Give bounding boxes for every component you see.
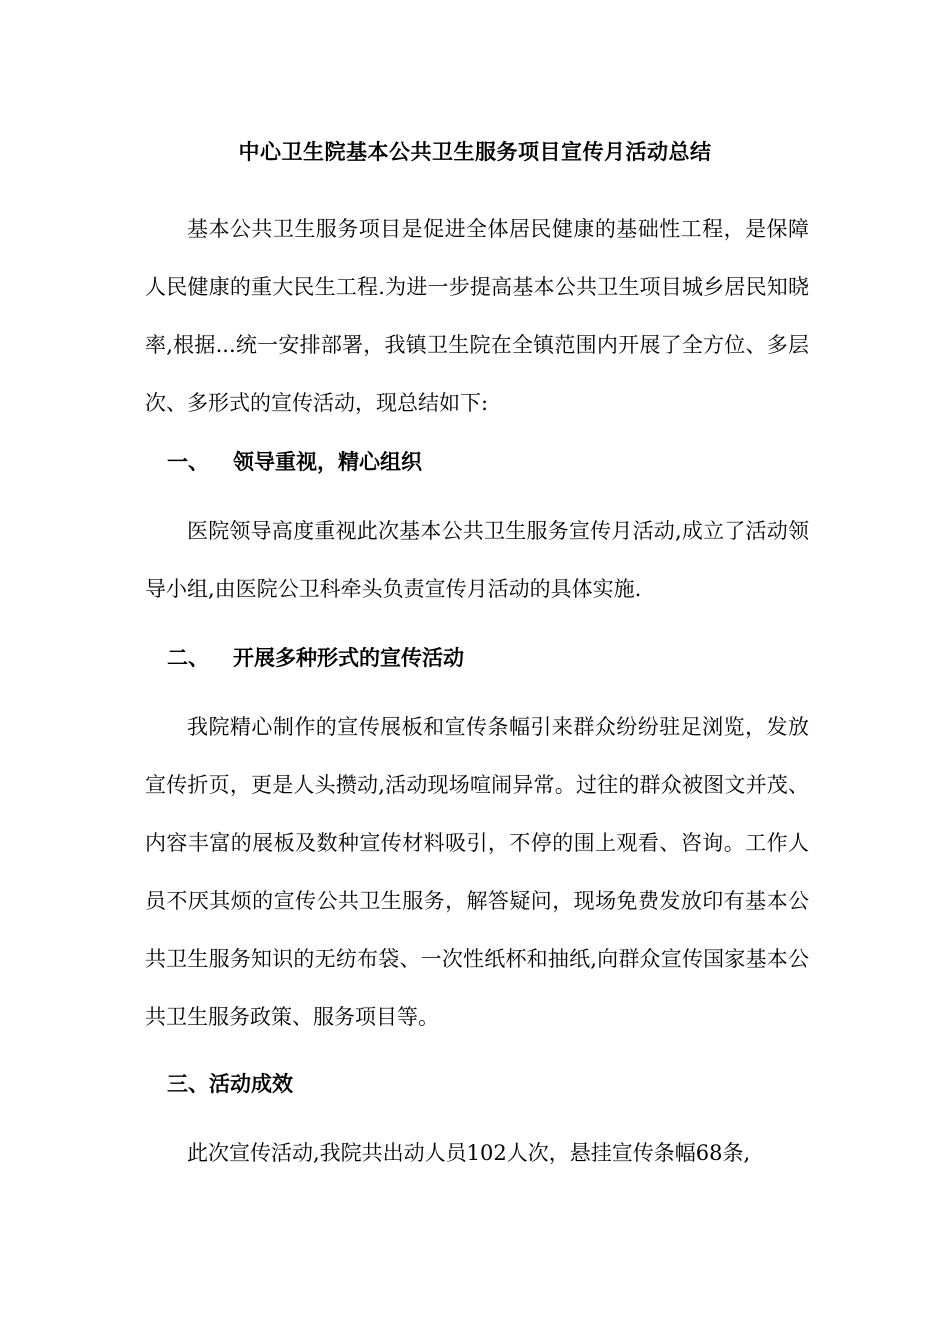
section-3-paragraph: 此次宣传活动,我院共出动人员102人次，悬挂宣传条幅68条, — [187, 1141, 751, 1165]
section-2-heading — [167, 642, 464, 674]
section-1-title: 领导重视，精心组织 — [233, 449, 422, 474]
section-1-number: 一、 — [167, 449, 209, 474]
intro-paragraph: 基本公共卫生服务项目是促进全体居民健康的基础性工程，是保障人民健康的重大民生工程.为进一步提高基本公共卫生项目城乡居民知晓率,根据...统一安排部署，我镇卫生院在全镇范围内开展了全方位、多层次、多形式的宣传活动，现总结如下: — [145, 217, 809, 415]
section-1-heading — [167, 446, 422, 478]
section-3-heading: 三、活动成效 — [167, 1071, 293, 1096]
document-title: 中心卫生院基本公共卫生服务项目宣传月活动总结 — [238, 139, 712, 164]
section-2-paragraph: 我院精心制作的宣传展板和宣传条幅引来群众纷纷驻足浏览，发放宣传折页，更是人头攒动,活动现场喧闹异常。过往的群众被图文并茂、内容丰富的展板及数种宣传材料吸引，不停的围上观看、咨询。工作人员不厌其烦的宣传公共卫生服务，解答疑问，现场免费发放印有基本公共卫生服务知识的无纺布袋、一次性纸杯和抽纸,向群众宣传国家基本公共卫生服务政策、服务项目等。 — [145, 715, 809, 1029]
section-2-title: 开展多种形式的宣传活动 — [233, 645, 464, 670]
section-2-number: 二、 — [167, 645, 209, 670]
section-1-paragraph: 医院领导高度重视此次基本公共卫生服务宣传月活动,成立了活动领导小组,由医院公卫科牵头负责宣传月活动的具体实施. — [145, 519, 809, 601]
